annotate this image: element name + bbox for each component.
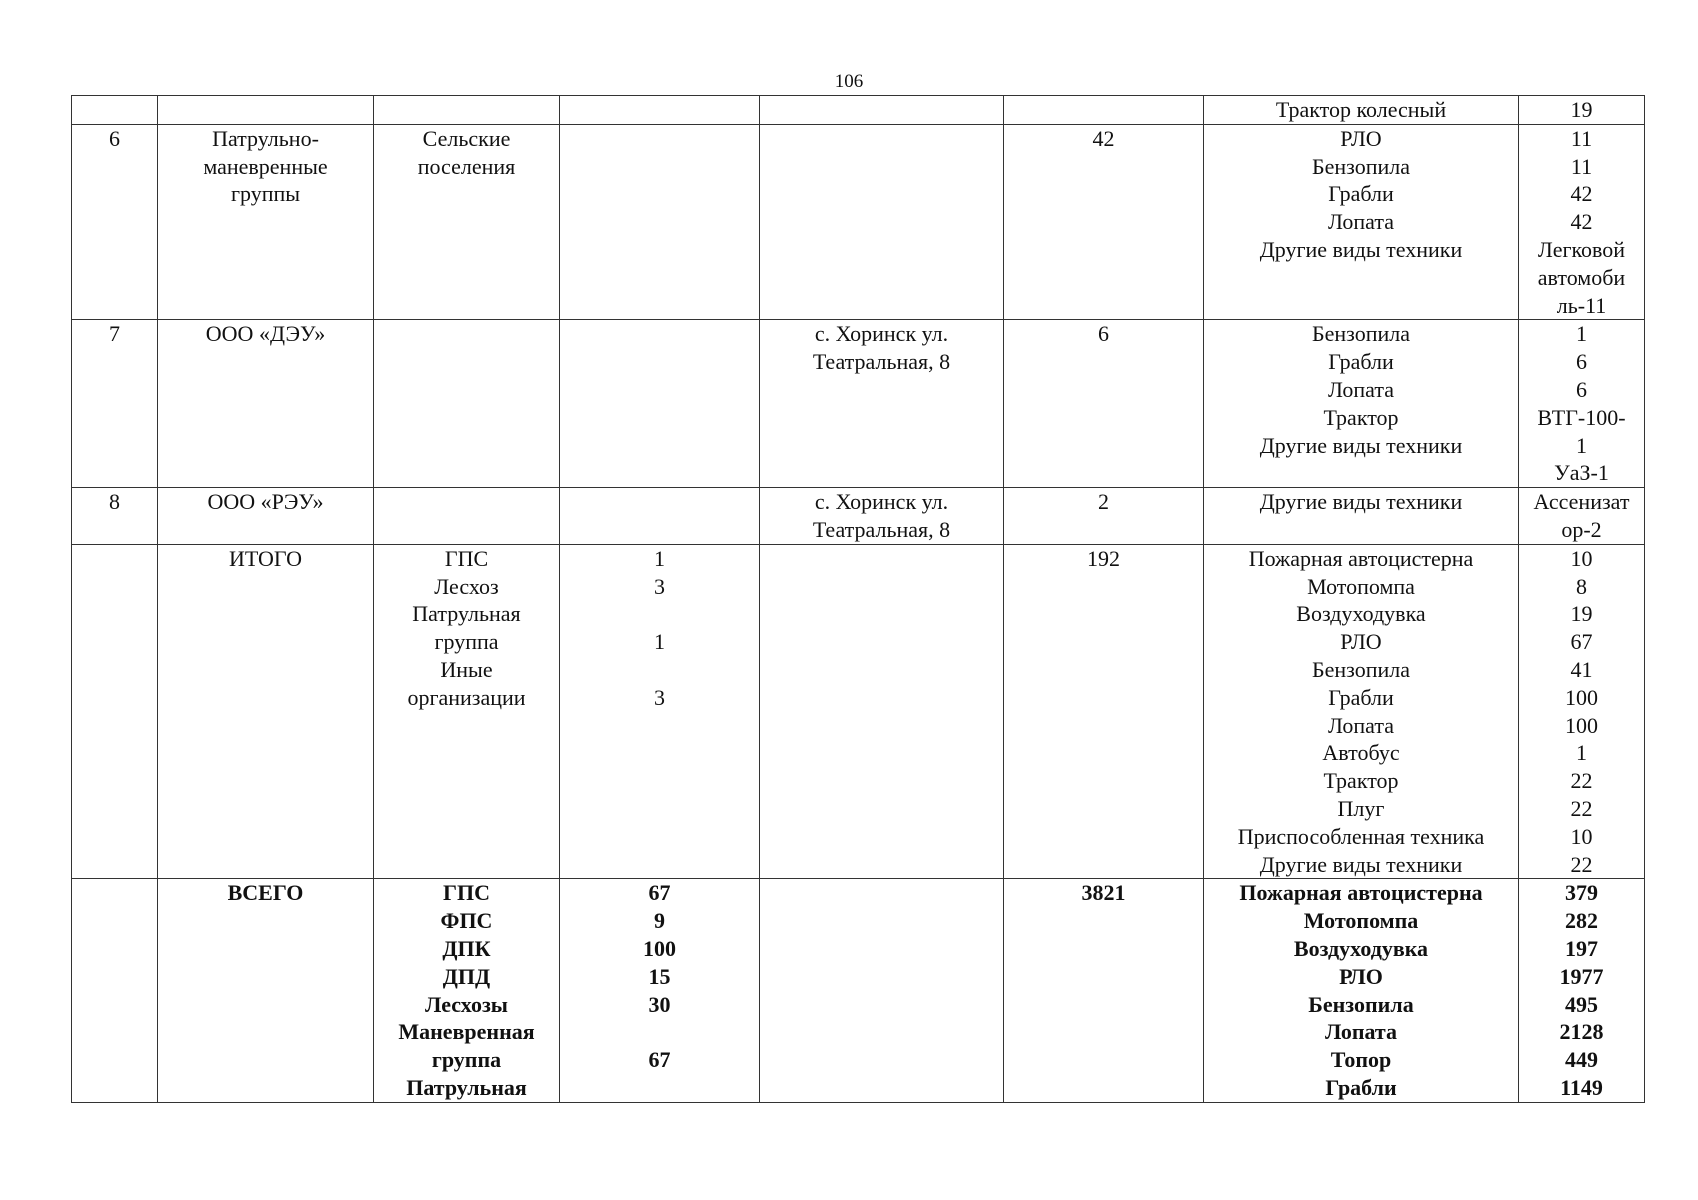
empty-line bbox=[763, 96, 1000, 124]
cell-line: Лесхоз bbox=[434, 573, 499, 599]
cell-index bbox=[72, 124, 158, 320]
cell-equipment-type bbox=[1204, 96, 1519, 125]
cell-line: Трактор bbox=[1323, 404, 1399, 430]
cell-line: 67 bbox=[1570, 629, 1593, 655]
cell-subdivision bbox=[374, 488, 560, 545]
cell-line: 19 bbox=[1570, 601, 1593, 627]
cell-line: Легковой bbox=[1537, 236, 1626, 262]
cell-forces bbox=[158, 124, 374, 320]
cell-address bbox=[760, 96, 1004, 125]
cell-line: Патрульно- bbox=[212, 125, 319, 151]
cell-forces bbox=[158, 488, 374, 545]
cell-line: ГПС bbox=[443, 880, 490, 906]
cell-line: 1977 bbox=[1559, 963, 1604, 989]
cell-line: 2128 bbox=[1559, 1019, 1604, 1045]
cell-line: Другие виды техники bbox=[1259, 432, 1463, 458]
cell-line: Приспособленная техника bbox=[1237, 823, 1485, 849]
cell-line: 7 bbox=[109, 321, 120, 347]
cell-line: группа bbox=[431, 1047, 502, 1073]
cell-line: Мотопомпа bbox=[1303, 908, 1419, 934]
empty-line bbox=[75, 545, 154, 573]
cell-line: Другие виды техники bbox=[1259, 851, 1463, 877]
empty-line bbox=[75, 96, 154, 124]
cell-line: 8 bbox=[1576, 573, 1587, 599]
cell-line: 1 bbox=[1576, 740, 1587, 766]
cell-line: 1 bbox=[1576, 321, 1587, 347]
cell-line: 495 bbox=[1565, 991, 1598, 1017]
cell-line: ор-2 bbox=[1561, 516, 1602, 542]
cell-line: 22 bbox=[1570, 851, 1593, 877]
resources-table bbox=[71, 95, 1645, 1103]
cell-line: Пожарная автоцистерна bbox=[1248, 545, 1474, 571]
table-row-row-8 bbox=[72, 488, 1645, 545]
page-number: 106 bbox=[834, 71, 864, 92]
cell-line: Грабли bbox=[1328, 349, 1394, 375]
cell-line: 197 bbox=[1565, 935, 1598, 961]
empty-line bbox=[1007, 96, 1200, 124]
cell-line: ль-11 bbox=[1556, 292, 1607, 318]
cell-subdivision bbox=[374, 124, 560, 320]
table-row-row-7 bbox=[72, 320, 1645, 488]
empty-line bbox=[161, 96, 370, 124]
cell-line: 30 bbox=[648, 991, 671, 1017]
cell-line: 11 bbox=[1570, 153, 1593, 179]
cell-line: Лесхозы bbox=[425, 991, 508, 1017]
cell-subdivision bbox=[374, 879, 560, 1102]
cell-line: 2 bbox=[1098, 489, 1109, 515]
cell-line: 379 bbox=[1565, 880, 1598, 906]
cell-line: 3 bbox=[654, 684, 665, 710]
cell-address bbox=[760, 488, 1004, 545]
cell-line: ДПК bbox=[442, 935, 491, 961]
cell-personnel bbox=[1004, 488, 1204, 545]
cell-personnel bbox=[1004, 96, 1204, 125]
cell-line: 19 bbox=[1570, 97, 1593, 122]
cell-line: Топор bbox=[1330, 1047, 1392, 1073]
cell-line: 67 bbox=[648, 880, 671, 906]
cell-line: ВТГ-100- bbox=[1537, 404, 1626, 430]
cell-count bbox=[560, 879, 760, 1102]
cell-line: Трактор колесный bbox=[1275, 97, 1447, 122]
cell-index bbox=[72, 96, 158, 125]
cell-line: Лопата bbox=[1328, 712, 1394, 738]
cell-equipment-type bbox=[1204, 879, 1519, 1102]
cell-line: 6 bbox=[109, 125, 120, 151]
cell-line: РЛО bbox=[1340, 125, 1382, 151]
cell-line: 6 bbox=[1576, 349, 1587, 375]
cell-line: 11 bbox=[1570, 125, 1593, 151]
table-row-row-itogo bbox=[72, 544, 1645, 879]
cell-line: Театральная, 8 bbox=[812, 349, 951, 375]
table-row-continuation bbox=[72, 96, 1645, 125]
cell-line: 42 bbox=[1092, 125, 1115, 151]
cell-line: 8 bbox=[109, 489, 120, 515]
empty-line bbox=[563, 125, 756, 153]
empty-line bbox=[563, 488, 756, 516]
cell-equipment-count bbox=[1519, 96, 1645, 125]
cell-equipment-count bbox=[1519, 320, 1645, 488]
cell-subdivision bbox=[374, 544, 560, 879]
cell-line: Другие виды техники bbox=[1259, 489, 1463, 515]
cell-personnel bbox=[1004, 124, 1204, 320]
cell-line: 1149 bbox=[1560, 1074, 1603, 1100]
cell-line: ООО «РЭУ» bbox=[207, 489, 324, 515]
table-row-row-vsego bbox=[72, 879, 1645, 1102]
cell-line: Бензопила bbox=[1311, 656, 1411, 682]
cell-line: 6 bbox=[1098, 321, 1109, 347]
cell-line: группа bbox=[434, 629, 499, 655]
cell-line: 3 bbox=[654, 573, 665, 599]
cell-line: Сельские bbox=[422, 125, 511, 151]
cell-line: Бензопила bbox=[1311, 321, 1411, 347]
cell-forces bbox=[158, 879, 374, 1102]
cell-line: 282 bbox=[1565, 908, 1598, 934]
empty-line bbox=[563, 96, 756, 124]
cell-line: ФПС bbox=[440, 908, 493, 934]
cell-line: группы bbox=[230, 181, 301, 207]
cell-line: ООО «ДЭУ» bbox=[205, 321, 326, 347]
cell-line: Автобус bbox=[1322, 740, 1400, 766]
cell-line bbox=[563, 1074, 756, 1102]
cell-equipment-type bbox=[1204, 320, 1519, 488]
cell-equipment-count bbox=[1519, 879, 1645, 1102]
cell-equipment-type bbox=[1204, 124, 1519, 320]
cell-equipment-count bbox=[1519, 544, 1645, 879]
cell-line: ВСЕГО bbox=[227, 880, 304, 906]
cell-line: 3821 bbox=[1081, 880, 1126, 906]
empty-line bbox=[75, 879, 154, 907]
cell-address bbox=[760, 124, 1004, 320]
cell-line: Лопата bbox=[1328, 376, 1394, 402]
empty-line bbox=[763, 125, 1000, 153]
cell-address bbox=[760, 320, 1004, 488]
cell-line: Лопата bbox=[1324, 1019, 1398, 1045]
cell-index bbox=[72, 320, 158, 488]
empty-line bbox=[763, 879, 1000, 907]
cell-line: Грабли bbox=[1325, 1074, 1397, 1100]
cell-line: Маневренная bbox=[398, 1019, 535, 1045]
cell-line: ИТОГО bbox=[229, 545, 302, 571]
cell-line: 100 bbox=[1565, 712, 1598, 738]
cell-line bbox=[563, 600, 756, 628]
cell-line: РЛО bbox=[1340, 629, 1382, 655]
cell-line: 15 bbox=[648, 963, 671, 989]
cell-line: Патрульная bbox=[412, 601, 521, 627]
cell-line: Бензопила bbox=[1308, 991, 1414, 1017]
cell-equipment-count bbox=[1519, 488, 1645, 545]
cell-forces bbox=[158, 96, 374, 125]
cell-line: Пожарная автоцистерна bbox=[1239, 880, 1483, 906]
cell-subdivision bbox=[374, 320, 560, 488]
empty-line bbox=[377, 96, 556, 124]
cell-line: 10 bbox=[1570, 545, 1593, 571]
table-row-row-6 bbox=[72, 124, 1645, 320]
cell-line: 22 bbox=[1570, 795, 1593, 821]
cell-equipment-type bbox=[1204, 544, 1519, 879]
cell-equipment-type bbox=[1204, 488, 1519, 545]
cell-line bbox=[563, 656, 756, 684]
cell-line: Лопата bbox=[1328, 209, 1394, 235]
empty-line bbox=[763, 545, 1000, 573]
cell-line: 1 bbox=[654, 629, 665, 655]
cell-line: Бензопила bbox=[1311, 153, 1411, 179]
cell-personnel bbox=[1004, 879, 1204, 1102]
cell-line: 1 bbox=[654, 545, 665, 571]
cell-line: маневренные bbox=[203, 153, 328, 179]
cell-line: 449 bbox=[1565, 1047, 1598, 1073]
cell-line: поселения bbox=[417, 153, 516, 179]
cell-line: Плуг bbox=[1337, 795, 1385, 821]
cell-line: Воздуходувка bbox=[1293, 935, 1429, 961]
cell-count bbox=[560, 320, 760, 488]
cell-line: Трактор bbox=[1323, 768, 1399, 794]
cell-index bbox=[72, 879, 158, 1102]
cell-line: 41 bbox=[1570, 656, 1593, 682]
cell-equipment-count bbox=[1519, 124, 1645, 320]
cell-line: ДПД bbox=[442, 963, 491, 989]
cell-line: Воздуходувка bbox=[1296, 601, 1426, 627]
table-body bbox=[72, 96, 1645, 1103]
cell-line: ГПС bbox=[444, 545, 489, 571]
cell-index bbox=[72, 544, 158, 879]
cell-line: Ассенизат bbox=[1533, 489, 1630, 515]
cell-line: 67 bbox=[648, 1047, 671, 1073]
cell-line: Другие виды техники bbox=[1259, 236, 1463, 262]
empty-line bbox=[377, 488, 556, 516]
cell-line: автомоби bbox=[1537, 264, 1626, 290]
cell-line bbox=[563, 1018, 756, 1046]
cell-line: 1 bbox=[1576, 432, 1587, 458]
cell-line: 42 bbox=[1570, 181, 1593, 207]
cell-line: с. Хоринск ул. bbox=[814, 321, 949, 347]
cell-line: 9 bbox=[654, 908, 665, 934]
empty-line bbox=[377, 320, 556, 348]
cell-line: 6 bbox=[1576, 376, 1587, 402]
cell-line: 42 bbox=[1570, 209, 1593, 235]
cell-line: 22 bbox=[1570, 768, 1593, 794]
cell-line: Патрульная bbox=[406, 1074, 527, 1100]
cell-count bbox=[560, 124, 760, 320]
cell-line: 100 bbox=[1565, 684, 1598, 710]
cell-personnel bbox=[1004, 544, 1204, 879]
cell-line: 192 bbox=[1087, 545, 1120, 571]
cell-line: Иные bbox=[440, 656, 493, 682]
cell-forces bbox=[158, 544, 374, 879]
cell-line: Грабли bbox=[1328, 181, 1394, 207]
cell-line: Грабли bbox=[1328, 684, 1394, 710]
cell-line: организации bbox=[407, 684, 526, 710]
cell-forces bbox=[158, 320, 374, 488]
cell-line: УаЗ-1 bbox=[1554, 460, 1609, 486]
cell-address bbox=[760, 879, 1004, 1102]
cell-line: 10 bbox=[1570, 823, 1593, 849]
cell-index bbox=[72, 488, 158, 545]
cell-line: 100 bbox=[643, 935, 676, 961]
cell-count bbox=[560, 488, 760, 545]
cell-line: РЛО bbox=[1339, 963, 1383, 989]
empty-line bbox=[563, 320, 756, 348]
cell-subdivision bbox=[374, 96, 560, 125]
cell-count bbox=[560, 96, 760, 125]
cell-personnel bbox=[1004, 320, 1204, 488]
cell-line: с. Хоринск ул. bbox=[814, 489, 949, 515]
cell-line: Мотопомпа bbox=[1307, 573, 1415, 599]
cell-address bbox=[760, 544, 1004, 879]
cell-line: Театральная, 8 bbox=[812, 516, 951, 542]
cell-count bbox=[560, 544, 760, 879]
